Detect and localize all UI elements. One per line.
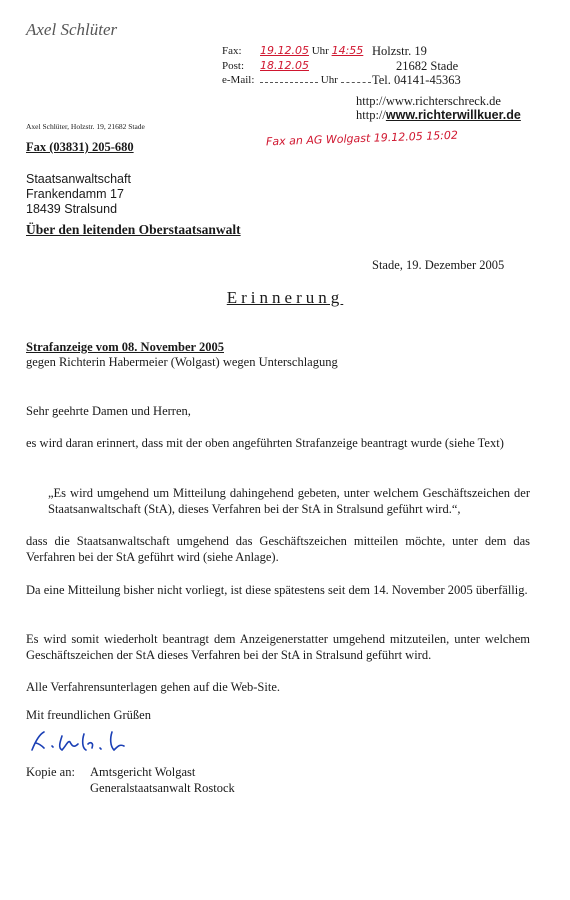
copy-label: Kopie an: xyxy=(26,765,75,779)
street: Holzstr. 19 xyxy=(372,44,427,58)
recipient-address xyxy=(26,172,131,217)
website-link-1[interactable]: http://www.richterschreck.de xyxy=(356,94,501,108)
paragraph-4: Es wird somit wiederholt beantragt dem Anzeigenerstatter umgehend mitzuteilen, unter welchem Geschäftszeichen der StA dieses Verfahren bei der StA in Stralsund geführt wird. xyxy=(26,632,530,662)
recipient-line-2: Frankendamm 17 xyxy=(26,187,124,201)
fax-time: 14:55 xyxy=(331,44,364,57)
website-link-2[interactable] xyxy=(356,108,521,123)
contact-block xyxy=(222,44,371,88)
quote: „Es wird umgehend um Mitteilung dahingehend gebeten, unter welchem Geschäftszeichen der Staatsanwaltschaft (StA), dieses Verfahren bei der StA in Stralsund geführt wird.“, xyxy=(48,486,530,516)
fax-date: 19.12.05 xyxy=(260,44,309,57)
subject-line-1: Strafanzeige vom 08. November 2005 xyxy=(26,340,224,354)
post-label: Post: xyxy=(222,59,245,72)
paragraph-2: dass die Staatsanwaltschaft umgehend das Geschäftszeichen mitteilen möchte, unter dem das Verfahren bei der StA geführt wird (siehe Anlage). xyxy=(26,534,530,564)
paragraph-1: es wird daran erinnert, dass mit der oben angeführten Strafanzeige beantragt wurde (siehe Text) xyxy=(26,436,504,450)
return-address-line: Axel Schlüter, Holzstr. 19, 21682 Stade xyxy=(26,122,145,131)
phone: Tel. 04141-45363 xyxy=(372,73,461,87)
copy-recipient-1: Amtsgericht Wolgast xyxy=(90,765,196,779)
paragraph-5: Alle Verfahrensunterlagen gehen auf die Web-Site. xyxy=(26,680,280,694)
fax-label: Fax: xyxy=(222,45,242,57)
web2-prefix: http:// xyxy=(356,108,386,122)
recipient-line-1: Staatsanwaltschaft xyxy=(26,172,131,186)
letter-date: Stade, 19. Dezember 2005 xyxy=(372,258,505,272)
email-time-label: Uhr xyxy=(320,74,338,86)
sender-address xyxy=(372,44,461,88)
web2-domain: www.richterwillkuer.de xyxy=(385,108,521,122)
copy-recipients xyxy=(26,764,235,796)
recipient-attention: Über den leitenden Oberstaatsanwalt xyxy=(26,222,241,237)
post-date: 18.12.05 xyxy=(260,58,309,72)
closing: Mit freundlichen Grüßen xyxy=(26,708,151,722)
recipient-line-3: 18439 Stralsund xyxy=(26,202,118,216)
subject-line-2: gegen Richterin Habermeier (Wolgast) wegen Unterschlagung xyxy=(26,355,338,369)
email-label: e-Mail: xyxy=(222,74,255,86)
fax-number: Fax (03831) 205-680 xyxy=(26,140,134,154)
letter-title: Erinnerung xyxy=(226,288,344,307)
handwritten-fax-note: Fax an AG Wolgast 19.12.05 15:02 xyxy=(265,128,459,149)
copy-recipient-2: Generalstaatsanwalt Rostock xyxy=(90,781,235,795)
time-label: Uhr xyxy=(311,45,329,57)
paragraph-3: Da eine Mitteilung bisher nicht vorliegt, ist diese spätestens seit dem 14. November 2005 überfällig. xyxy=(26,583,528,597)
sender-name: Axel Schlüter xyxy=(26,20,118,39)
subject xyxy=(26,340,338,370)
email-time-blank xyxy=(341,82,371,83)
city: 21682 Stade xyxy=(396,58,459,73)
signature xyxy=(28,728,158,756)
salutation: Sehr geehrte Damen und Herren, xyxy=(26,404,191,418)
email-blank xyxy=(260,82,318,83)
